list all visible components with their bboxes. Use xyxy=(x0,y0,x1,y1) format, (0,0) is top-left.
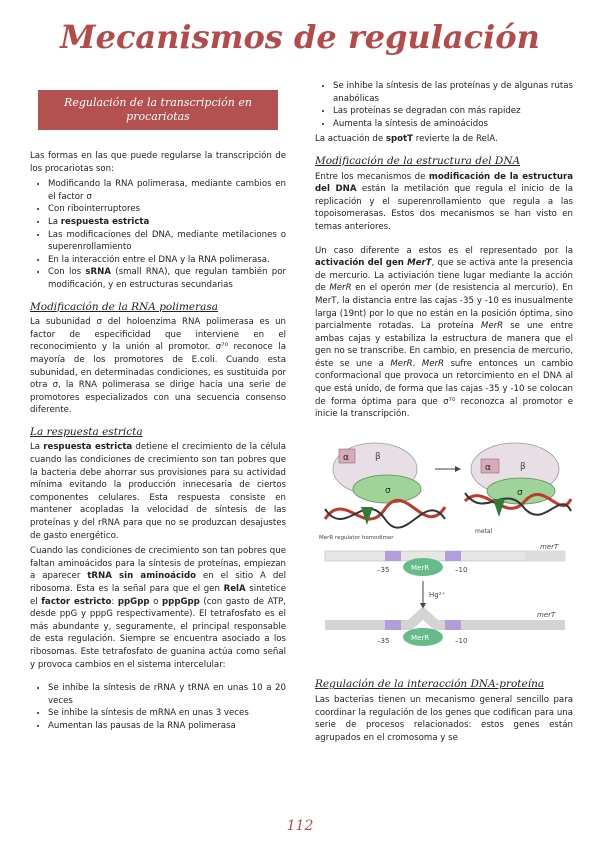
fig-label: merT xyxy=(540,542,559,551)
effects-list xyxy=(30,682,286,732)
list-item: • Aumentan las pausas de la RNA polimerasa xyxy=(48,720,286,733)
left-column xyxy=(30,80,286,736)
box-10 xyxy=(445,620,461,630)
list-item: • Modificando la RNA polimerasa, mediante cambios en el factor σ xyxy=(48,178,286,203)
page-title: Mecanismos de regulación xyxy=(60,18,540,56)
list-item: • En la interacción entre el DNA y la RNA polimerasa. xyxy=(48,254,286,267)
merr-diagram xyxy=(315,429,573,665)
fig-label: σ xyxy=(385,485,391,496)
list-item: • Con los sRNA (small RNA), que regulan también por modificación, y en estructuras secundarias xyxy=(48,266,286,291)
right-column xyxy=(315,80,573,747)
paragraph: La subunidad σ del holoenzima RNA polimerasa es un factor de especificidad que interviene en el reconocimiento y la unión al promotor. σ⁷⁰ reconoce la mayoría de los promotores de E.coli. Cuando esta subunidad, en determinadas condiciones, es sustituida por otra σ, la RNA polimerasa se dirige hacia una serie de promotores especializados con una secuencia consenso diferente. xyxy=(30,317,286,416)
effects-list-cont xyxy=(315,80,573,130)
list-item: • Se inhibe la síntesis de las proteínas y de algunas rutas anabólicas xyxy=(333,80,573,105)
fig-label: –35 xyxy=(377,565,390,574)
list-item: • Aumenta la síntesis de aminoácidos xyxy=(333,118,573,131)
fig-label: –10 xyxy=(455,565,468,574)
paragraph: Un caso diferente a estos es el representado por la activación del gen MerT, que se activa ante la presencia de mercurio. La activiación tiene lugar mediante la acción de MerR en el operón mer (de resistencia al mercurio). En MerT, la distancia entre las cajas -35 y -10 es inusualmente larga (19nt) por lo que no están en la posición óptima, sino parcialmente rotadas. La proteína MerR se une entre ambas cajas y estabiliza la estructura de manera que el gen no se transcribe. En cambio, en presencia de mercurio, éste se une a MerR. MerR sufre entonces un cambio conformacional que provoca un retorcimiento en el DNA al que está unido, de forma que las cajas -35 y -10 se colocan de forma óptima para que σ⁷⁰ reconozca al promotor e inicie la transcripción. xyxy=(315,245,574,420)
fig-label: –10 xyxy=(455,636,468,645)
paragraph: Las bacterias tienen un mecanismo general sencillo para coordinar la regulación de los genes que codifican para una serie de procesos relacionados: estos genes están agrupados en el cromosoma y se xyxy=(315,695,573,743)
paragraph: Cuando las condiciones de crecimiento son tan pobres que faltan aminoácidos para la síntesis de proteínas, empiezan a aparecer tRNA sin aminoácido en el sitio A del ribosoma. Esta es la señal para que el gen RelA sintetice el factor estricto: ppGpp o pppGpp (con gasto de ATP, desde ppG y pppG respectivamente). El tetrafosfato es el más abundante y, seguramente, el principal responsable de esta regulación. Siempre se encuentra asociado a los ribosomas. Este tetrafosfato de guanina actúa como señal y provoca cambios en el sistema intercelular: xyxy=(30,546,286,670)
arrow-head xyxy=(455,466,461,472)
fig-label: MerR regulator homodimer xyxy=(319,534,394,541)
fig-label: MerR xyxy=(411,563,430,572)
list-item: • Las proteínas se degradan con más rapidez xyxy=(333,105,573,118)
heading-rna-polimerasa: Modificación de la RNA polimerasa xyxy=(30,300,219,313)
fig-label: merT xyxy=(537,610,556,619)
page-number: 112 xyxy=(286,818,314,834)
fig-label: α xyxy=(485,462,491,473)
heading-respuesta-estricta: La respuesta estricta xyxy=(30,425,143,438)
heading-estructura-dna: Modificación de la estructura del DNA xyxy=(315,154,521,167)
list-item: • La respuesta estricta xyxy=(48,216,286,229)
merr-figure xyxy=(315,429,573,670)
heading-interaccion: Regulación de la interacción DNA-proteína xyxy=(315,678,545,691)
fig-label: –35 xyxy=(377,636,390,645)
list-item: • Se inhibe la síntesis de mRNA en unas 3 veces xyxy=(48,707,286,720)
box-35 xyxy=(385,620,401,630)
list-item: • Las modificaciones del DNA, mediante metilaciones o superenrollamiento xyxy=(48,229,286,254)
fig-label: β xyxy=(375,451,381,462)
fig-label: metal xyxy=(475,527,493,535)
fig-label: MerR xyxy=(411,633,430,642)
dna-strand xyxy=(325,509,445,528)
paragraph: La respuesta estricta detiene el crecimiento de la célula cuando las condiciones de crecimiento son tan pobres que la bacteria debe ahorrar sus provisiones para su actividad mínima evitando la producción innecesaria de ciertos componentes celulares. Esta respuesta consiste en mantener acopladas la velocidad de síntesis de las proteínas y del rRNA para que no se produzcan desajustes de gasto energético. xyxy=(30,442,286,541)
gene-region xyxy=(525,551,565,561)
list-item: • Se inhibe la síntesis de rRNA y tRNA en unas 10 a 20 veces xyxy=(48,682,286,707)
intro-list xyxy=(30,178,286,291)
fig-label: Hg²⁺ xyxy=(429,590,446,599)
section-banner: Regulación de la transcripción en procariotas xyxy=(38,90,278,130)
list-item: • Con ribointerruptores xyxy=(48,203,286,216)
fig-label: β xyxy=(520,461,526,472)
paragraph: Entre los mecanismos de modificación de la estructura del DNA están la metilación que regula el inicio de la replicación y el superenrollamiento que regula a las topoisomerasas. Estos dos mecanismos se han visto en temas anteriores. xyxy=(315,171,573,232)
intro-text: Las formas en las que puede regularse la transcripción de los procariotas son: xyxy=(30,151,286,174)
spot-text: La actuación de spotT revierte la de RelA. xyxy=(315,134,498,145)
fig-label: α xyxy=(343,452,349,463)
box-35 xyxy=(385,551,401,561)
fig-label: σ xyxy=(517,487,523,498)
box-10 xyxy=(445,551,461,561)
